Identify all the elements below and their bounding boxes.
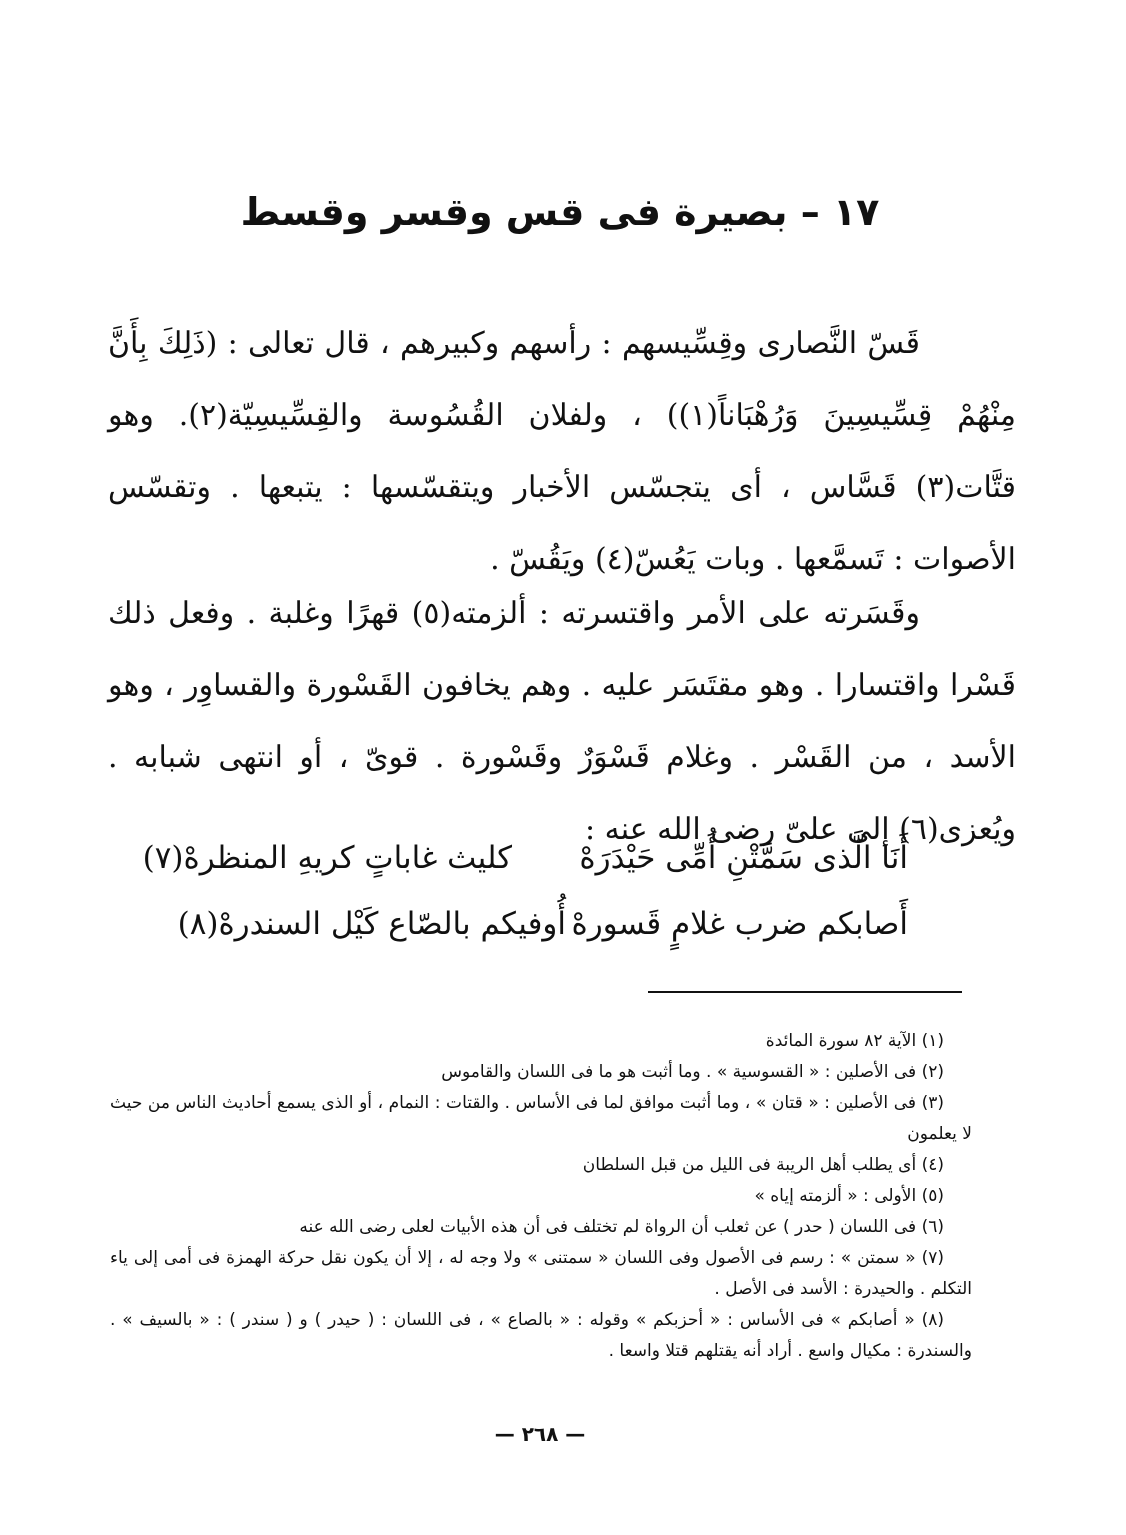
footnotes [110, 1026, 972, 1367]
section-title: ١٧ – بصيرة فى قس وقسر وقسط [240, 190, 880, 234]
footnote-6: (٦) فى اللسان ( حدر ) عن ثعلب أن الرواة لم تختلف فى أن هذه الأبيات لعلى رضى الله عنه [299, 1217, 944, 1237]
verse-line-2-first-hemistich: أَصابكم ضرب غلامٍ قَسورهْ [571, 906, 908, 942]
footnote-1: (١) الآية ٨٢ سورة المائدة [765, 1031, 944, 1051]
footnote-3: (٣) فى الأصلين : « قتان » ، وما أثبت موافق لما فى الأساس . والقتات : النمام ، أو الذى يسمع أحاديث الناس من حيث لا يعلمون [110, 1093, 972, 1144]
footnote-4: (٤) أى يطلب أهل الريبة فى الليل من قبل السلطان [582, 1155, 944, 1175]
footnote-5: (٥) الأولى : « ألزمته إياه » [754, 1186, 944, 1206]
verse-line-1-first-hemistich: أَنَا الَّذى سَمَّتْنِ أُمِّى حَيْدَرَهْ [579, 840, 908, 876]
paragraph-qass: قَسّ النَّصارى وقِسِّيسهم : رأسهم وكبيرهم ، قال تعالى : (ذَلِكَ بِأَنَّ مِنْهُمْ قِسِّيسِينَ وَرُهْبَاناً(١)) ، ولفلان القُسُوسة والقِسِّيسِيّة(٢). وهو قتَّات(٣) قَسَّاس ، أى يتجسّس الأخبار ويتقسّسها : يتبعها . وتقسّس الأصوات : تَسمَّعها . وبات يَعُسّ(٤) ويَقُسّ . [108, 326, 1016, 577]
verse-line-1-second-hemistich: كليث غاباتٍ كريهِ المنظرهْ(٧) [142, 840, 512, 876]
footnote-7: (٧) « سمتن » : رسم فى الأصول وفى اللسان « سمتنى » ولا وجه له ، إلا أن يكون نقل حركة الهمزة فى أمى إلى ياء التكلم . والحيدرة : الأسد فى الأصل . [110, 1248, 972, 1299]
footnote-2: (٢) فى الأصلين : « القسوسية » . وما أثبت هو ما فى اللسان والقاموس [441, 1062, 944, 1082]
footnote-separator [648, 991, 962, 993]
verse-line-2-second-hemistich: أُوفيكم بالصّاع كَيْل السندرهْ(٨) [177, 906, 566, 942]
paragraph-qasr: وقَسَرته على الأمر واقتسرته : ألزمته(٥) قهرًا وغلبة . وفعل ذلك قَسْرا واقتسارا . وهو مقتَسَر عليه . وهم يخافون القَسْورة والقساوِر ، وهو الأسد ، من القَسْر . وغلام قَسْوَرٌ وقَسْورة . قوىّ ، أو انتهى شبابه . ويُعزى(٦) إلى علىّ رضى الله عنه : [108, 596, 1016, 847]
page-number: — ٢٦٨ — [494, 1422, 586, 1446]
footnote-8: (٨) « أصابكم » فى الأساس : « أحزبكم » وقوله : « بالصاع » ، فى اللسان : ( حيدر ) و ( سندر ) : « بالسيف » . والسندرة : مكيال واسع . أراد أنه يقتلهم قتلا واسعا . [110, 1310, 972, 1361]
